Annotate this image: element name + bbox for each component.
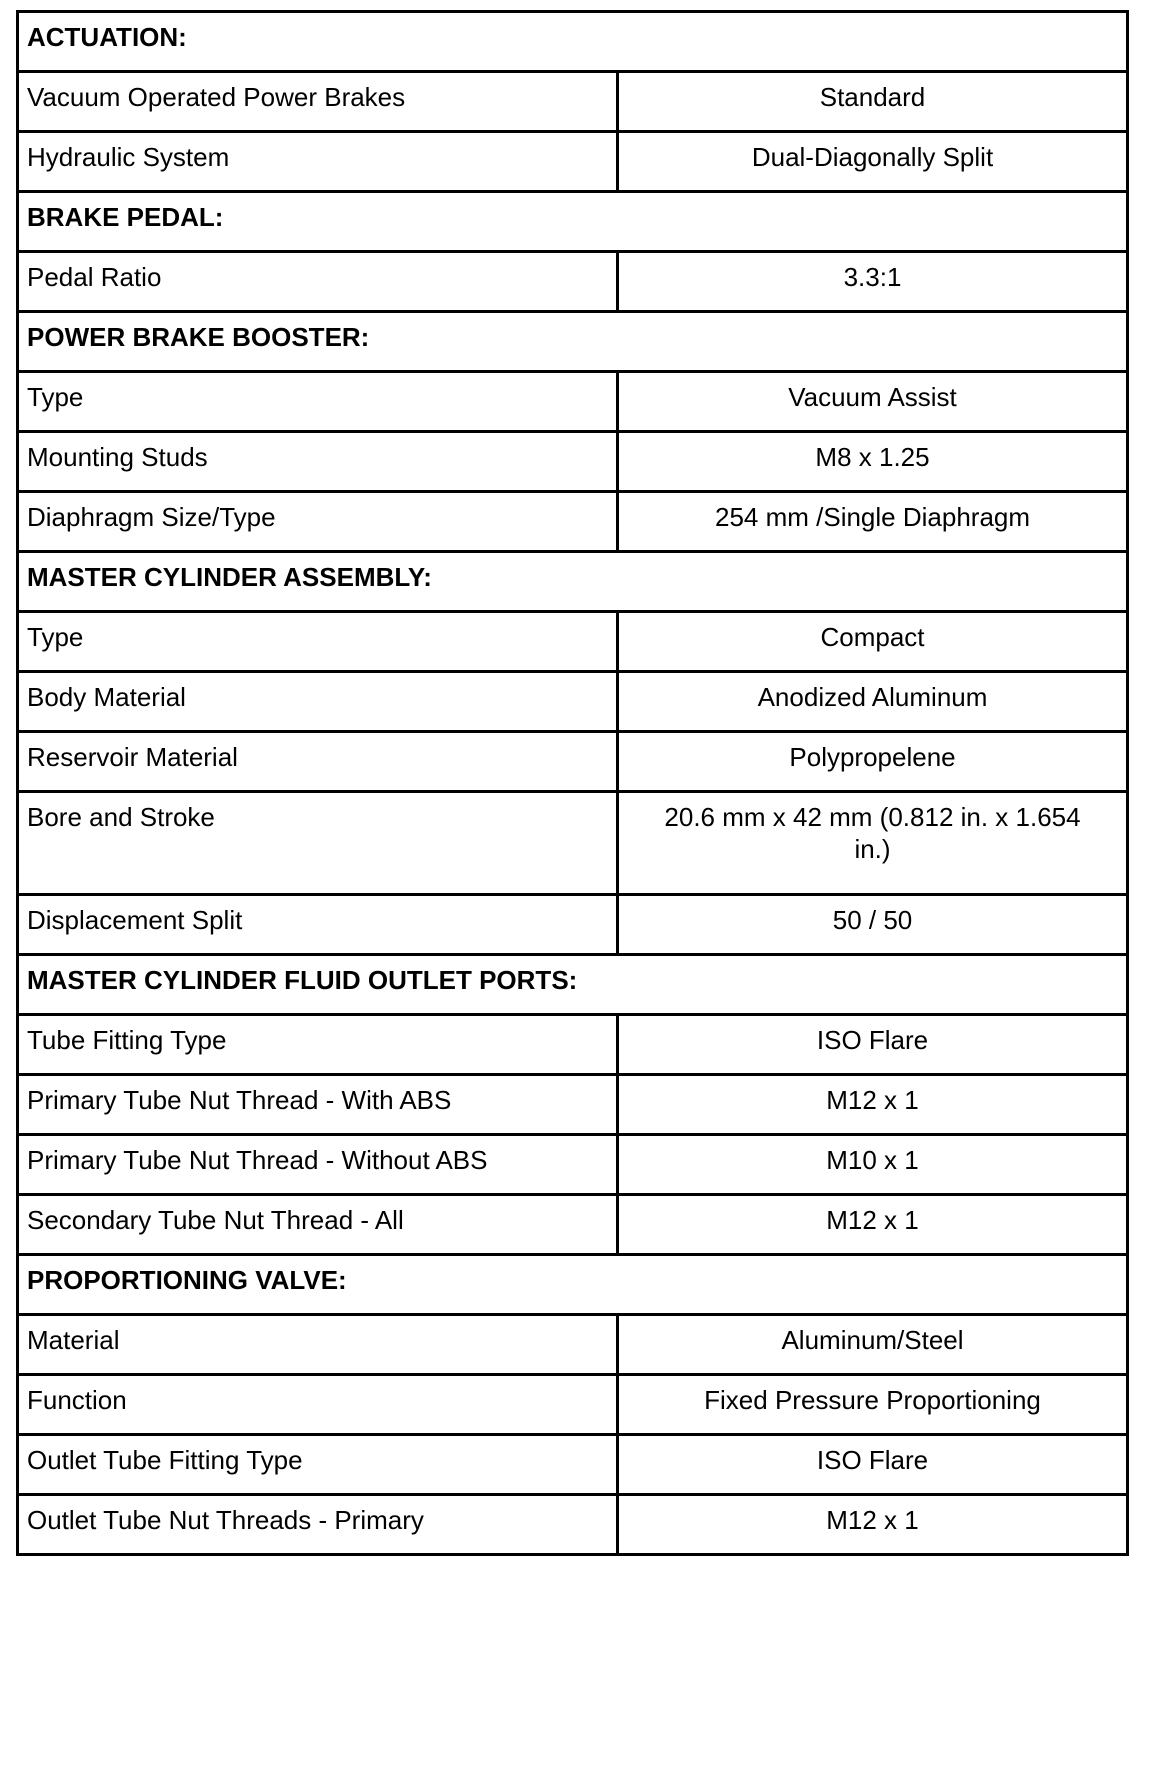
section-title: MASTER CYLINDER FLUID OUTLET PORTS:: [18, 955, 1128, 1015]
spec-label: Body Material: [18, 672, 618, 732]
spec-label: Function: [18, 1375, 618, 1435]
table-row: [18, 372, 1128, 432]
spec-label: Hydraulic System: [18, 132, 618, 192]
spec-label: Reservoir Material: [18, 732, 618, 792]
section-title: PROPORTIONING VALVE:: [18, 1255, 1128, 1315]
spec-value: ISO Flare: [618, 1015, 1128, 1075]
spec-value: Polypropelene: [618, 732, 1128, 792]
spec-label: Primary Tube Nut Thread - Without ABS: [18, 1135, 618, 1195]
table-row: [18, 1135, 1128, 1195]
spec-value: M12 x 1: [618, 1195, 1128, 1255]
spec-value: Fixed Pressure Proportioning: [618, 1375, 1128, 1435]
spec-label: Tube Fitting Type: [18, 1015, 618, 1075]
table-body: [18, 12, 1128, 1555]
section-header-row: [18, 192, 1128, 252]
table-row: [18, 432, 1128, 492]
table-row: [18, 672, 1128, 732]
spec-value: ISO Flare: [618, 1435, 1128, 1495]
spec-label: Material: [18, 1315, 618, 1375]
spec-label: Type: [18, 372, 618, 432]
spec-value: Vacuum Assist: [618, 372, 1128, 432]
brake-specifications-table: [16, 10, 1129, 1556]
section-header-row: [18, 955, 1128, 1015]
spec-value: 20.6 mm x 42 mm (0.812 in. x 1.654 in.): [618, 792, 1128, 895]
section-title: BRAKE PEDAL:: [18, 192, 1128, 252]
section-title: MASTER CYLINDER ASSEMBLY:: [18, 552, 1128, 612]
table-row: [18, 1315, 1128, 1375]
spec-value: 254 mm /Single Diaphragm: [618, 492, 1128, 552]
spec-value: Compact: [618, 612, 1128, 672]
spec-value: Standard: [618, 72, 1128, 132]
section-header-row: [18, 552, 1128, 612]
spec-label: Diaphragm Size/Type: [18, 492, 618, 552]
table-row: [18, 1375, 1128, 1435]
spec-value: M12 x 1: [618, 1495, 1128, 1555]
table-row: [18, 492, 1128, 552]
section-title: POWER BRAKE BOOSTER:: [18, 312, 1128, 372]
spec-label: Pedal Ratio: [18, 252, 618, 312]
table-row: [18, 732, 1128, 792]
section-header-row: [18, 12, 1128, 72]
section-header-row: [18, 312, 1128, 372]
spec-value: 3.3:1: [618, 252, 1128, 312]
table-row: [18, 1015, 1128, 1075]
section-header-row: [18, 1255, 1128, 1315]
table-row: [18, 1195, 1128, 1255]
section-title: ACTUATION:: [18, 12, 1128, 72]
table-row: [18, 1075, 1128, 1135]
table-row: [18, 792, 1128, 895]
spec-label: Secondary Tube Nut Thread - All: [18, 1195, 618, 1255]
spec-value: Dual-Diagonally Split: [618, 132, 1128, 192]
spec-value: 50 / 50: [618, 895, 1128, 955]
table-row: [18, 132, 1128, 192]
table-row: [18, 1495, 1128, 1555]
spec-label: Outlet Tube Nut Threads - Primary: [18, 1495, 618, 1555]
spec-label: Vacuum Operated Power Brakes: [18, 72, 618, 132]
table-row: [18, 72, 1128, 132]
table-row: [18, 252, 1128, 312]
spec-label: Type: [18, 612, 618, 672]
spec-label: Outlet Tube Fitting Type: [18, 1435, 618, 1495]
spec-value: Aluminum/Steel: [618, 1315, 1128, 1375]
table-row: [18, 1435, 1128, 1495]
table-row: [18, 895, 1128, 955]
spec-label: Bore and Stroke: [18, 792, 618, 895]
spec-label: Displacement Split: [18, 895, 618, 955]
spec-label: Mounting Studs: [18, 432, 618, 492]
spec-value: M12 x 1: [618, 1075, 1128, 1135]
spec-value: M8 x 1.25: [618, 432, 1128, 492]
spec-value: M10 x 1: [618, 1135, 1128, 1195]
spec-label: Primary Tube Nut Thread - With ABS: [18, 1075, 618, 1135]
spec-value: Anodized Aluminum: [618, 672, 1128, 732]
table-row: [18, 612, 1128, 672]
